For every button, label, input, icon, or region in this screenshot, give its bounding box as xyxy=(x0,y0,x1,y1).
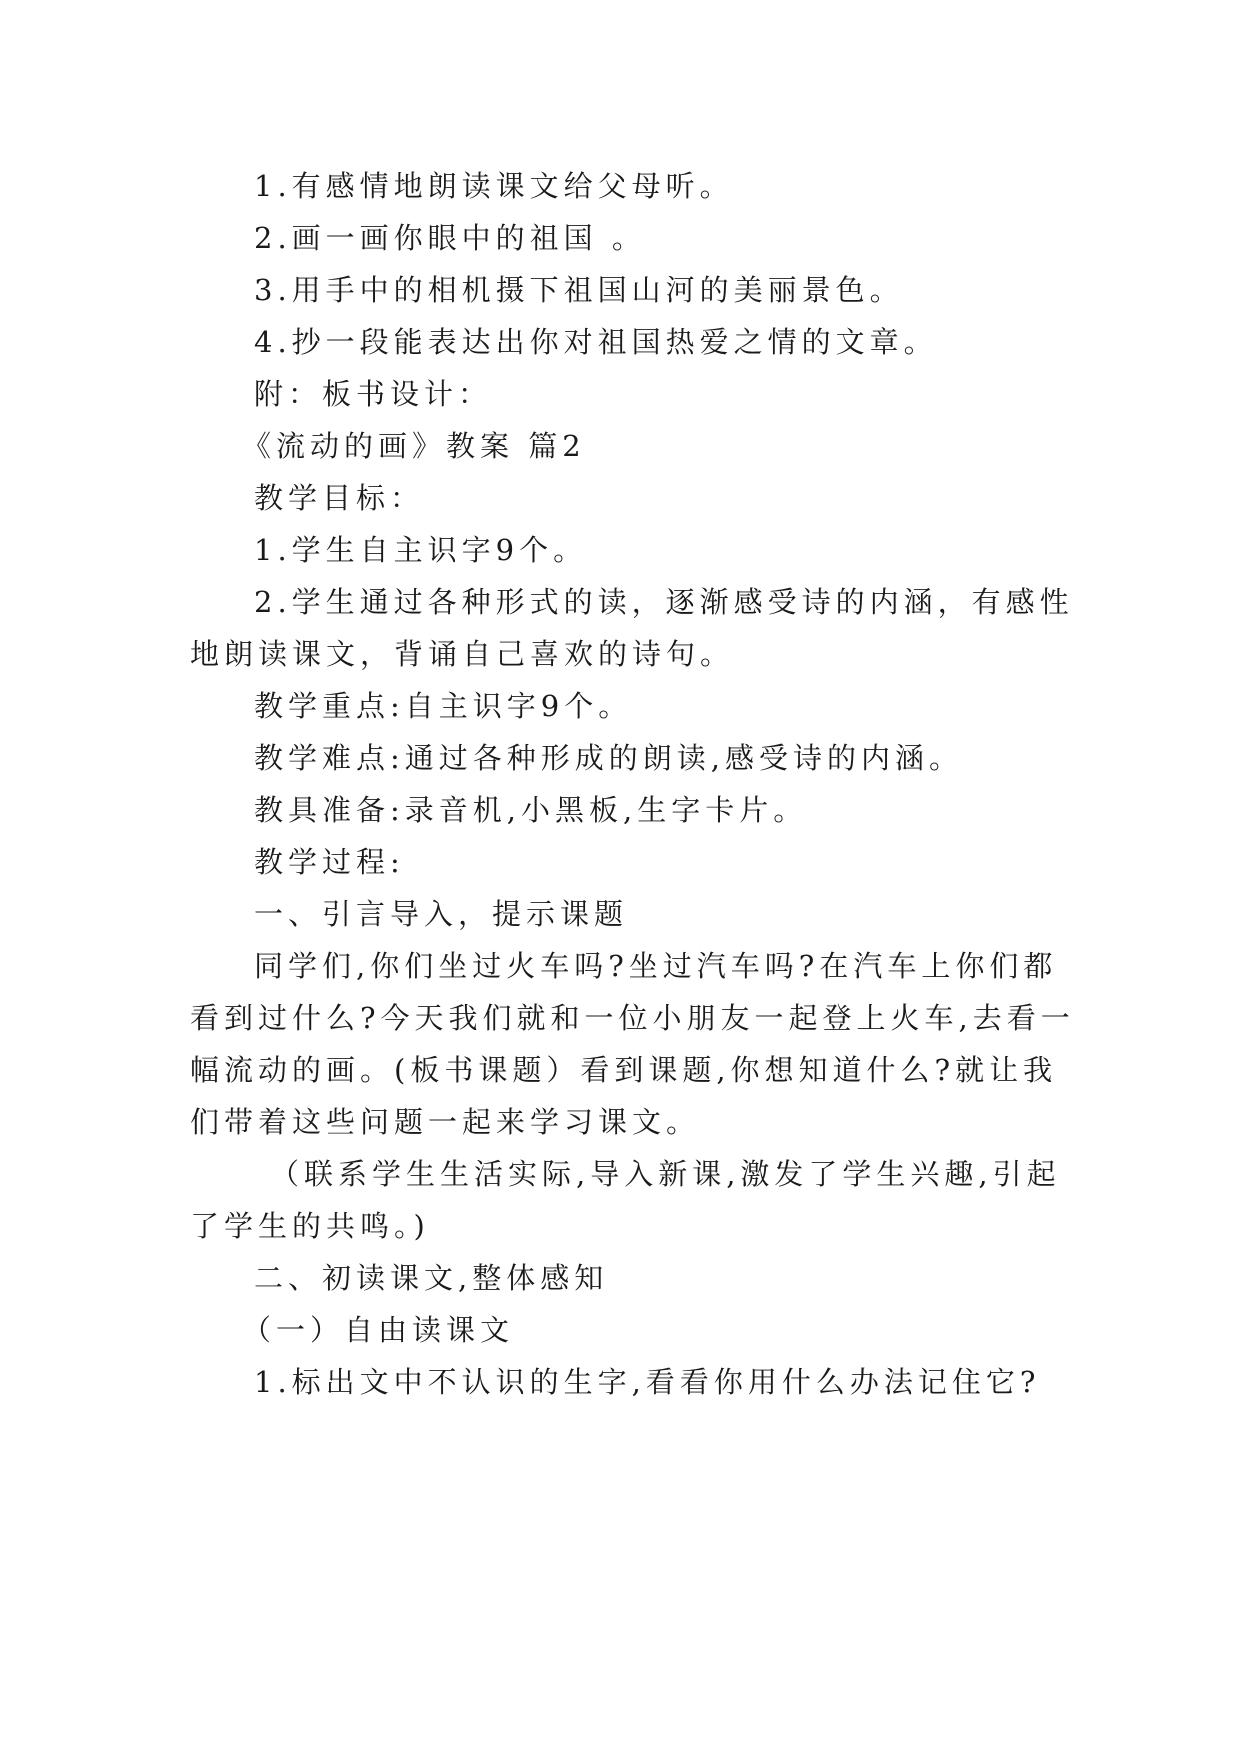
intro-paragraph-line-3: 幅流动的画。(板书课题）看到课题,你想知道什么?就让我 xyxy=(190,1053,1058,1087)
section-one-heading: 一、引言导入，提示课题 xyxy=(254,897,629,931)
goal-item-1: 1.学生自主识字9个。 xyxy=(254,533,588,567)
teaching-difficulty: 教学难点:通过各种形成的朗读,感受诗的内涵。 xyxy=(254,741,963,775)
intro-paragraph-line-1: 同学们,你们坐过火车吗?坐过汽车吗?在汽车上你们都 xyxy=(254,949,1058,983)
homework-item-3: 3.用手中的相机摄下祖国山河的美丽景色。 xyxy=(254,273,904,307)
homework-item-2: 2.画一画你眼中的祖国 。 xyxy=(254,221,646,255)
note-paragraph-line-1: （联系学生生活实际,导入新课,激发了学生兴趣,引起 xyxy=(270,1157,1061,1191)
note-paragraph-line-2: 了学生的共鸣。) xyxy=(190,1209,430,1243)
teaching-materials: 教具准备:录音机,小黑板,生字卡片。 xyxy=(254,793,808,827)
board-design-label: 附：板书设计： xyxy=(254,377,493,411)
intro-paragraph-line-4: 们带着这些问题一起来学习课文。 xyxy=(190,1105,701,1139)
intro-paragraph-line-2: 看到过什么?今天我们就和一位小朋友一起登上火车,去看一 xyxy=(190,1001,1075,1035)
goal-item-2-continued: 地朗读课文，背诵自己喜欢的诗句。 xyxy=(190,637,735,671)
section-two-heading: 二、初读课文,整体感知 xyxy=(254,1261,609,1295)
teaching-goals-heading: 教学目标： xyxy=(254,481,425,515)
lesson-plan-title: 《流动的画》教案 篇2 xyxy=(242,429,586,463)
teaching-focus: 教学重点:自主识字9个。 xyxy=(254,689,633,723)
reading-step-1: 1.标出文中不认识的生字,看看你用什么办法记住它? xyxy=(254,1365,1041,1399)
homework-item-1: 1.有感情地朗读课文给父母听。 xyxy=(254,169,734,203)
teaching-process-heading: 教学过程: xyxy=(254,845,405,879)
homework-item-4: 4.抄一段能表达出你对祖国热爱之情的文章。 xyxy=(254,325,938,359)
goal-item-2: 2.学生通过各种形式的读，逐渐感受诗的内涵，有感性 xyxy=(254,585,1074,619)
subsection-heading: （一）自由读课文 xyxy=(242,1313,515,1347)
